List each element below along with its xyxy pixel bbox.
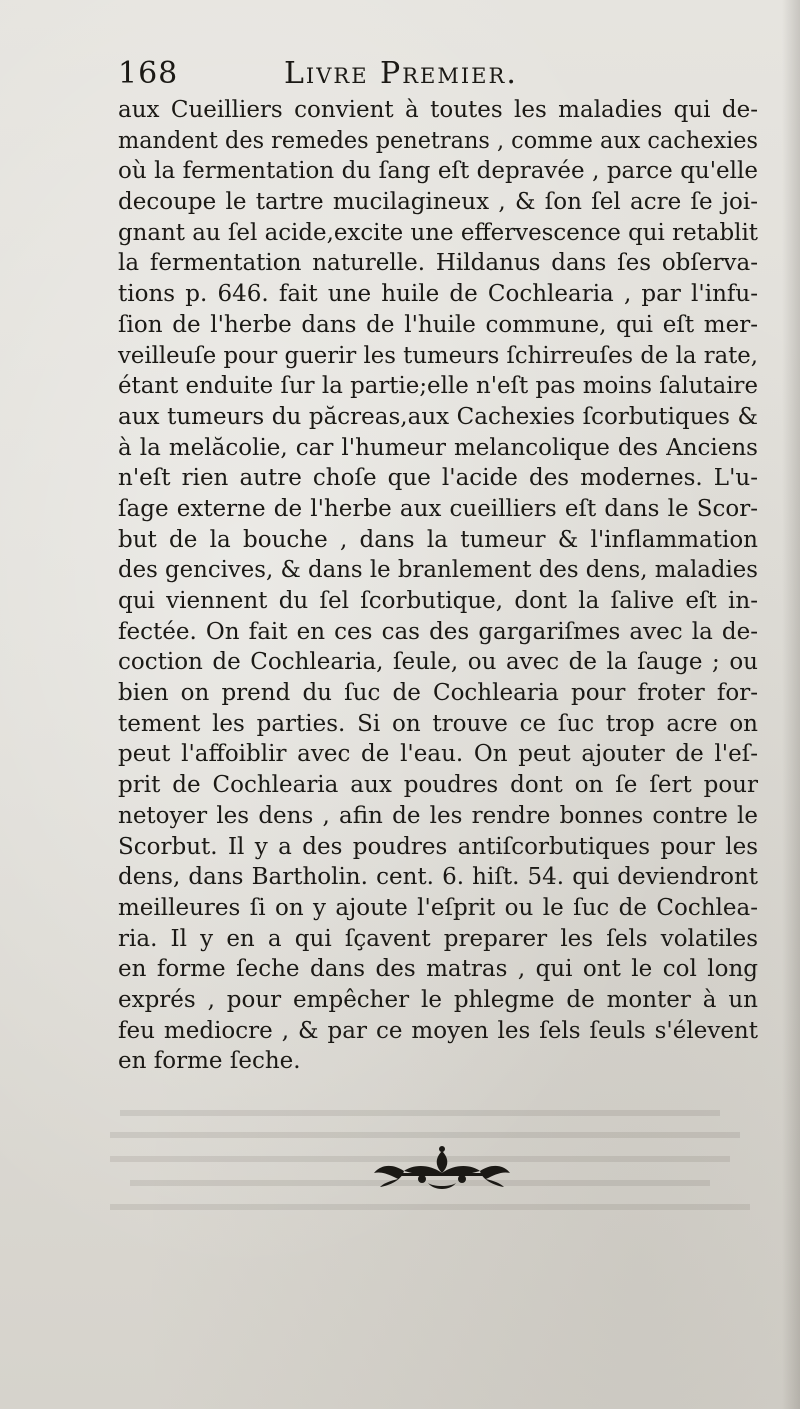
text-line: ria. Il y en a qui ſçavent preparer les ſels volatiles [118,925,758,952]
text-line: meilleures ſi on y ajoute l'eſprit ou le ſuc de Cochlea- [118,894,758,921]
text-line: dens, dans Bartholin. cent. 6. hiſt. 54. qui deviendront [118,864,758,891]
text-line: qui viennent du ſel ſcorbutique, dont la ſalive eſt in- [118,588,758,614]
text-line: bien on prend du ſuc de Cochlearia pour froter for- [118,680,758,707]
text-line: tement les parties. Si on trouve ce ſuc trop acre on [118,710,758,737]
text-line: ſage externe de l'herbe aux cueilliers eſt dans le Scor- [118,495,758,522]
text-line: mandent des remedes penetrans , comme aux cachexies [118,127,758,154]
text-line: peut l'affoiblir avec de l'eau. On peut ajouter de l'eſ- [118,741,758,768]
text-line: gnant au ſel acide,excite une effervescence qui retablit [118,219,758,246]
text-line: exprés , pour empêcher le phlegme de monter à un [118,986,758,1013]
text-line: où la fermentation du ſang eſt depravée , parce qu'elle [118,158,758,185]
text-line: prit de Cochlearia aux poudres dont on ſe ſert pour [118,772,758,799]
text-line: feu mediocre , & par ce moyen les ſels ſeuls s'élevent [118,1017,758,1044]
page-header [118,56,758,96]
text-line: tions p. 646. fait une huile de Cochlearia , par l'infu- [118,281,758,308]
text-line: étant enduite ſur la partie;elle n'eſt pas moins ſalutaire [118,373,759,400]
page-number: 168 [118,56,179,91]
text-line: en forme ſeche dans des matras , qui ont le col long [118,956,758,983]
text-line: fectée. On fait en ces cas des gargariſmes avec la de- [118,618,758,645]
text-line: à la melăcolie, car l'humeur melancolique des Anciens [118,434,758,461]
text-line: aux tumeurs du păcreas,aux Cachexies ſcorbutiques & [118,403,758,430]
body-text [118,95,758,1077]
text-line: coction de Cochlearia, ſeule, ou avec de la ſauge ; ou [118,649,758,676]
text-line: en forme ſeche. [118,1048,301,1075]
text-line: n'eſt rien autre choſe que l'acide des modernes. L'u- [118,465,758,492]
text-line: veilleuſe pour guerir les tumeurs ſchirreuſes de la rate, [118,342,759,369]
text-line: ſion de l'herbe dans de l'huile commune, qui eſt mer- [118,311,758,338]
page-edge-shadow [782,0,800,1409]
text-line: decoupe le tartre mucilagineux , & ſon ſel acre ſe joi- [118,189,758,216]
text-line: Scorbut. Il y a des poudres antiſcorbutiques pour les [118,833,758,860]
text-line: la fermentation naturelle. Hildanus dans ſes obſerva- [118,250,758,277]
text-line: netoyer les dens , afin de les rendre bonnes contre le [118,802,758,829]
text-line: but de la bouche , dans la tumeur & l'inflammation [118,526,758,553]
running-head: Livre Premier. [284,56,518,91]
text-line: des gencives, & dans le branlement des dens, maladies [118,557,758,584]
fleuron-ornament-icon [368,1143,516,1193]
text-line: aux Cueilliers convient à toutes les maladies qui de- [118,97,758,123]
